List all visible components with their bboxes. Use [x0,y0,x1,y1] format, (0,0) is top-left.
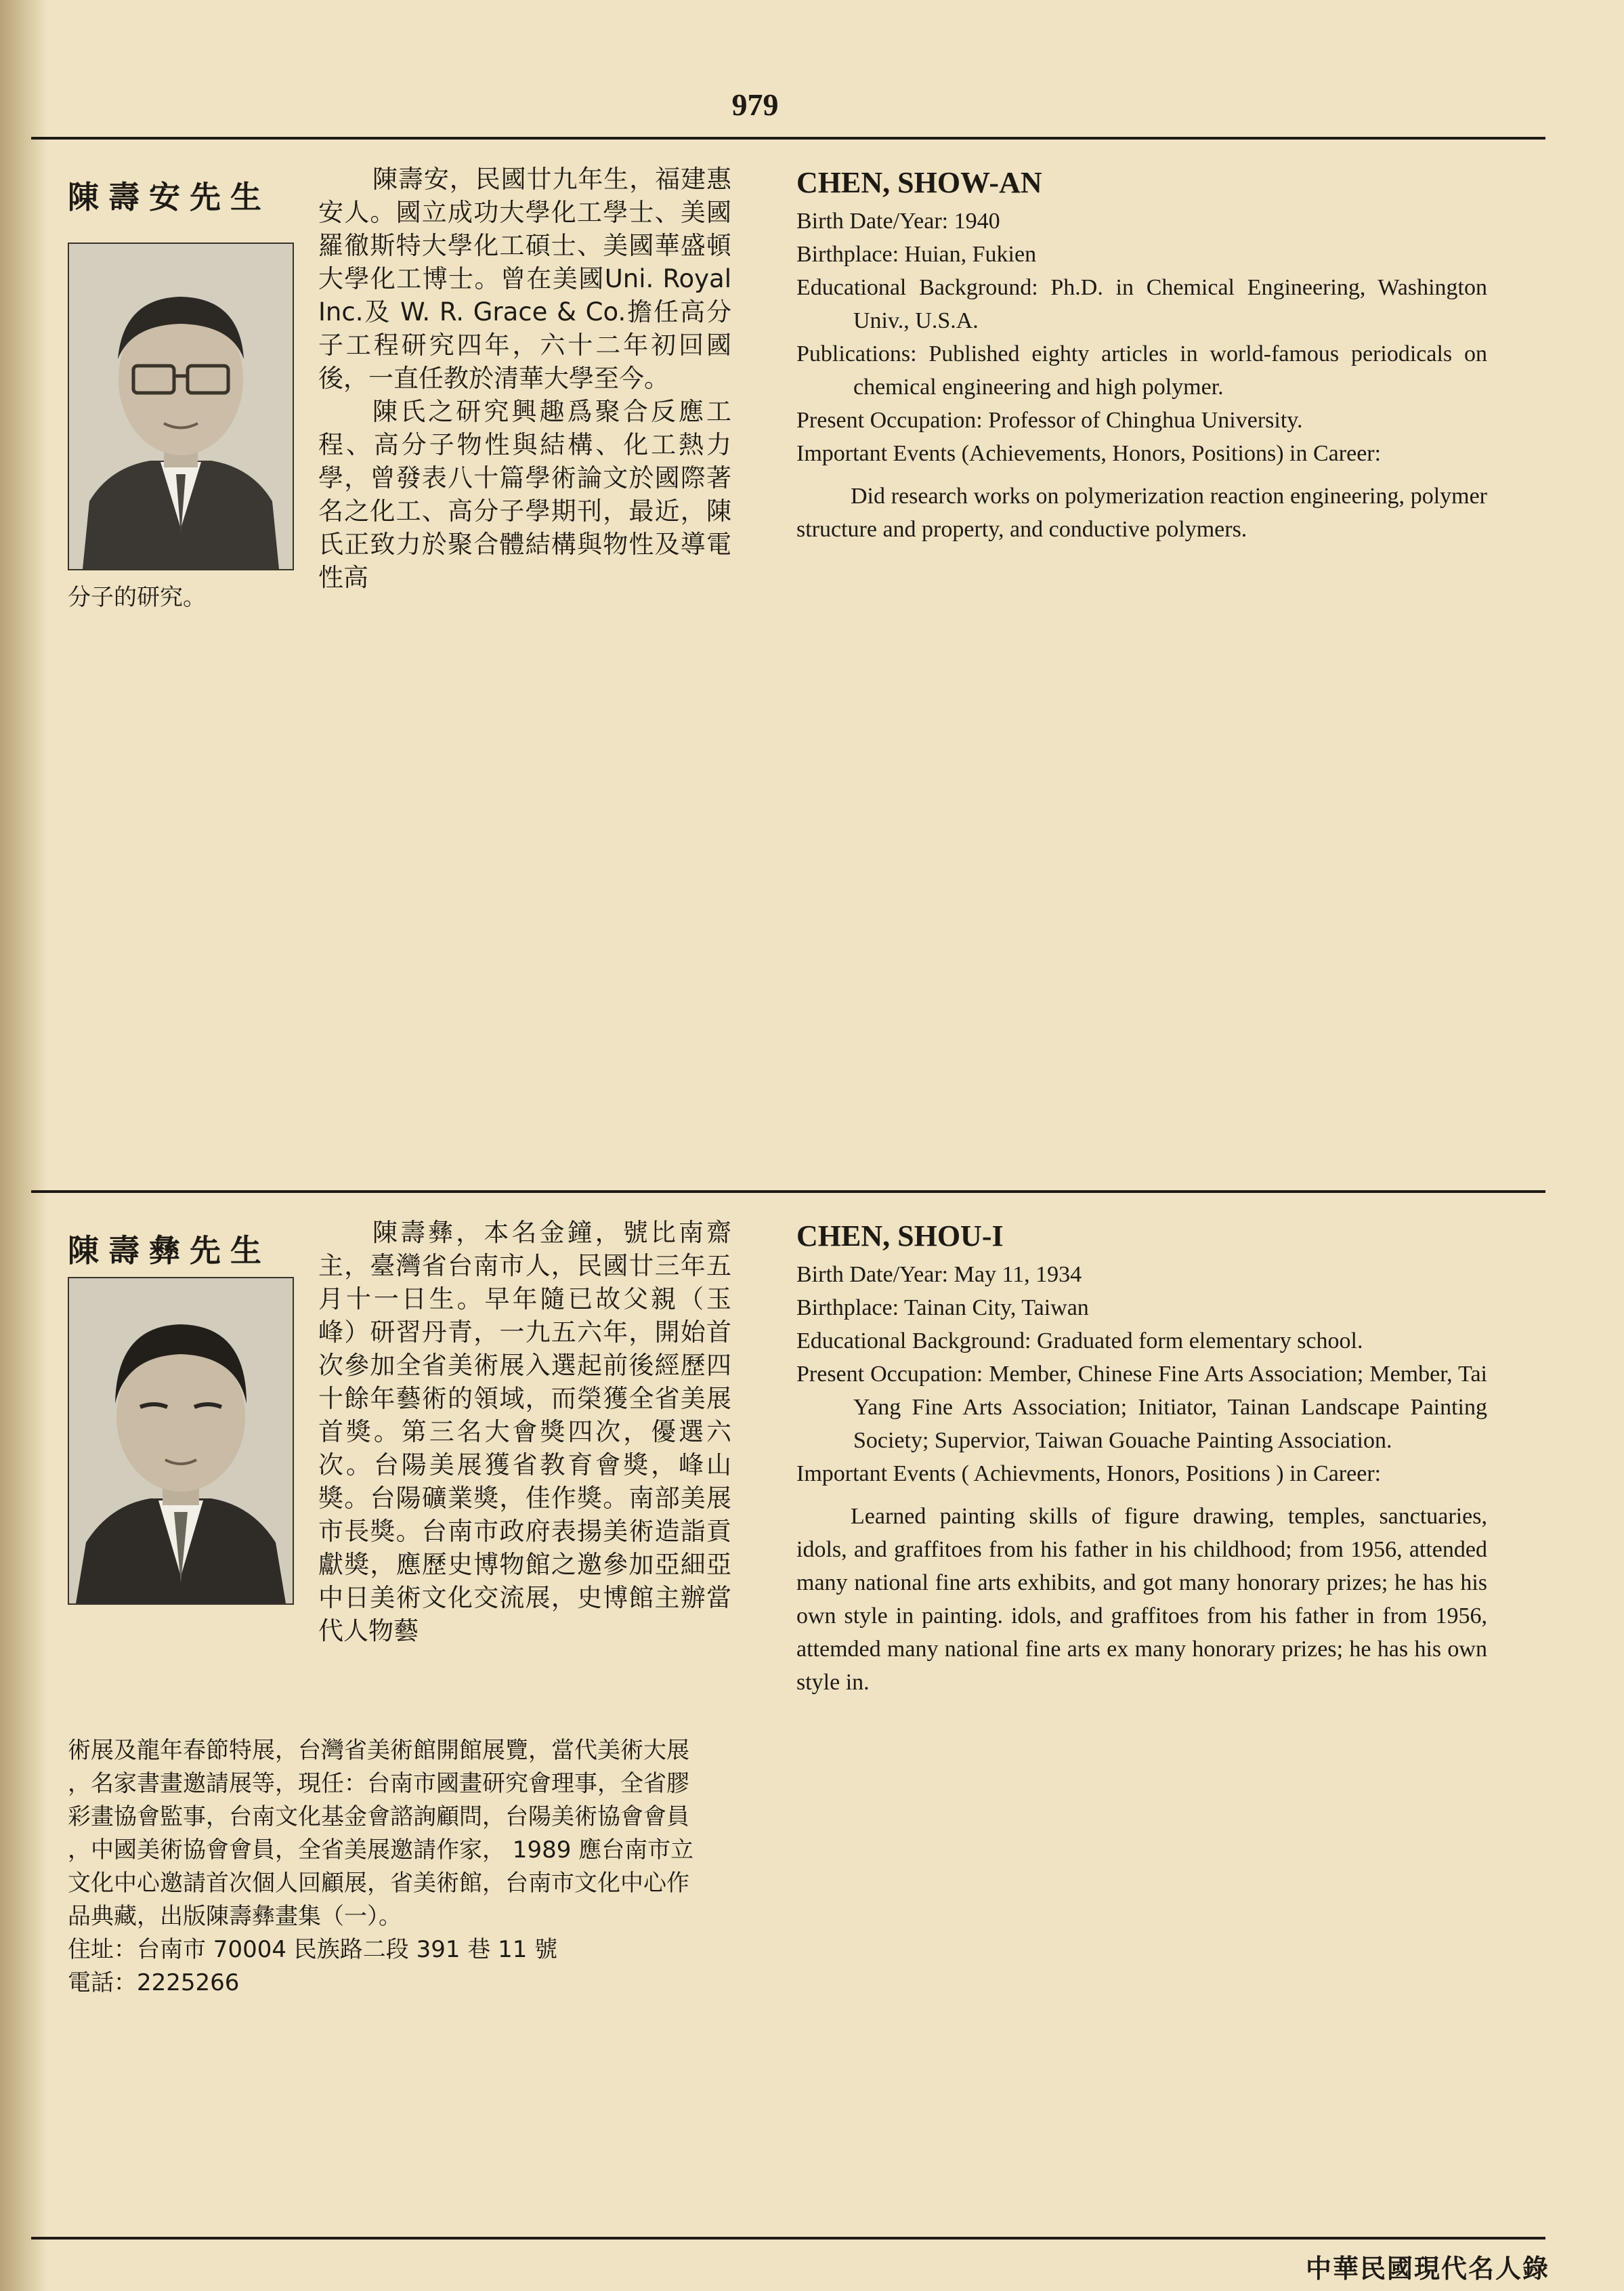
biography-entry [0,1196,1624,2232]
occupation: Present Occupation: Member, Chinese Fine Arts Association; Member, Tai Yang Fine Arts Association; Initiator, Tainan Landscape Painting Society; Supervior, Taiwan Gouache Painting Association. [796,1362,1487,1453]
career-text: Did research works on polymerization reaction engineering, polymer structure and property, and conductive polymers. [796,484,1487,542]
chinese-biography [318,163,731,594]
english-name: CHEN, SHOW-AN [796,166,1042,199]
portrait-photo [68,1277,294,1605]
english-name: CHEN, SHOU-I [796,1219,1004,1253]
entry-divider [31,1190,1545,1193]
header-rule [31,137,1545,140]
publications: Publications: Published eighty articles in world-famous periodicals on chemical engineering and high polymer. [796,341,1487,400]
footer-rule [31,2237,1545,2240]
career-text: Learned painting skills of figure drawing, temples, sanctuaries, idols, and graffitoes from his father in his childhood; from 1956, attended many national fine arts exhibits, and got many honorary prizes; he has his own style in painting. idols, and graffitoes from his father in from 1956, attemded many national fine arts ex many honorary prizes; he has his own style in. [796,1504,1487,1695]
bio-paragraph: 陳氏之研究興趣爲聚合反應工程、高分子物性與結構、化工熱力學，曾發表八十篇學術論文於國際著名之化工、高分子學期刊，最近，陳氏正致力於聚合體結構與物性及導電性高 [318,397,731,592]
birthplace: Birthplace: Huian, Fukien [796,242,1037,267]
bio-line: 文化中心邀請首次個人回顧展，省美術館，台南市文化中心作 [68,1870,689,1897]
portrait-photo [68,243,294,570]
career-heading: Important Events (Achievements, Honors, Positions) in Career: [796,441,1382,466]
english-biography [796,1216,1487,1699]
chinese-name: 陳壽安先生 [68,179,271,215]
occupation: Present Occupation: Professor of Chinghua University. [796,408,1303,433]
chinese-biography [318,1216,731,1647]
page-number: 979 [731,87,779,122]
phone: 電話：2225266 [68,1969,240,1996]
bio-line: 彩畫協會監事，台南文化基金會諮詢顧問，台陽美術協會會員 [68,1803,689,1830]
bio-line: 分子的研究。 [68,584,206,611]
english-biography [796,163,1487,546]
bio-paragraph: 陳壽安，民國廿九年生，福建惠安人。國立成功大學化工學士、美國羅徹斯特大學化工碩士、美國華盛頓大學化工博士。曾在美國Uni. Royal Inc.及 W. R. Grace & Co.擔任高分子工程研究四年，六十二年初回國後，一直任教於清華大學至今。 [318,165,731,393]
bio-paragraph: 陳壽彝，本名金鐘，號比南齋主，臺灣省台南市人，民國廿三年五月十一日生。早年隨已故父親（玉峰）研習丹青，一九五六年，開始首次參加全省美術展入選起前後經歷四十餘年藝術的領域，而榮獲全省美展首獎。第三名大會獎四次，優選六次。台陽美展獲省教育會獎，峰山獎。台陽礦業獎，佳作獎。南部美展市長獎。台南市政府表揚美術造詣貢獻獎，應歷史博物館之邀參加亞細亞中日美術文化交流展，史博館主辦當代人物藝 [318,1218,731,1645]
birth-date: Birth Date/Year: 1940 [796,209,1000,234]
chinese-biography-continued [68,1734,738,2000]
education: Educational Background: Ph.D. in Chemical Engineering, Washington Univ., U.S.A. [796,275,1487,333]
bio-line: 品典藏，出版陳壽彝畫集（一）。 [68,1903,402,1930]
birthplace: Birthplace: Tainan City, Taiwan [796,1295,1089,1320]
book-title-footer: 中華民國現代名人錄 [1305,2254,1550,2284]
bio-line: 術展及龍年春節特展，台灣省美術館開館展覽，當代美術大展 [68,1737,689,1764]
bio-line: ，中國美術協會會員，全省美展邀請作家， 1989 應台南市立 [68,1836,694,1864]
chinese-name: 陳壽彝先生 [68,1232,271,1269]
education: Educational Background: Graduated form elementary school. [796,1328,1363,1353]
address: 住址：台南市 70004 民族路二段 391 巷 11 號 [68,1936,558,1963]
career-heading: Important Events ( Achievments, Honors, Positions ) in Career: [796,1461,1382,1486]
bio-line: ，名家書畫邀請展等，現任：台南市國畫研究會理事，全省膠 [68,1770,689,1797]
birth-date: Birth Date/Year: May 11, 1934 [796,1262,1082,1287]
biography-entry [0,142,1624,1185]
chinese-biography-continued [68,581,738,614]
